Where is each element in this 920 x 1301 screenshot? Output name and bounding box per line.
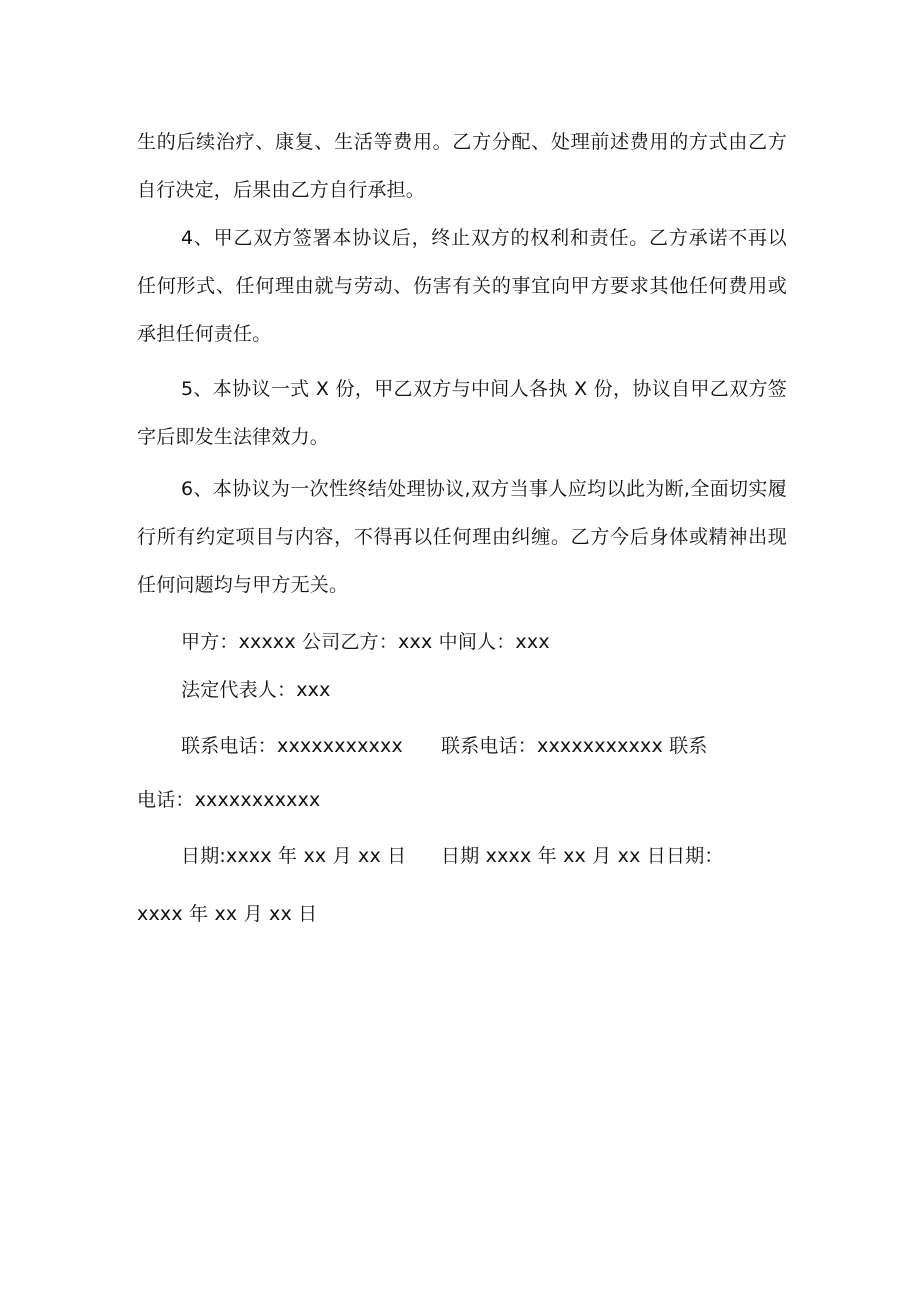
clause-6: 6、本协议为一次性终结处理协议,双方当事人应均以此为断,全面切实履行所有约定项目与内容，不得再以任何理由纠缠。乙方今后身体或精神出现任何问题均与甲方无关。 [137, 478, 787, 596]
clause-4: 4、甲乙双方签署本协议后，终止双方的权利和责任。乙方承诺不再以任何形式、任何理由就与劳动、伤害有关的事宜向甲方要求其他任何费用或承担任何责任。 [137, 227, 787, 345]
clause-5: 5、本协议一式 X 份，甲乙双方与中间人各执 X 份，协议自甲乙双方签字后即发生法律效力。 [137, 378, 787, 448]
paragraph-continuation: 生的后续治疗、康复、生活等费用。乙方分配、处理前述费用的方式由乙方自行决定，后果由乙方自行承担。 [137, 131, 787, 201]
date-party-c: xxxx 年 xx 月 xx 日 [137, 903, 318, 925]
date-party-a: 日期:xxxx 年 xx 月 xx 日 [181, 845, 407, 867]
date-party-b: 日期 xxxx 年 xx 月 xx 日日期： [441, 845, 724, 867]
phone-party-b: 联系电话：xxxxxxxxxxx 联系 [441, 735, 708, 757]
phone-party-a: 联系电话：xxxxxxxxxxx [181, 735, 403, 757]
legal-representative: 法定代表人：xxx [181, 679, 331, 701]
phone-party-c: 电话：xxxxxxxxxxx [137, 789, 321, 811]
signature-parties: 甲方：xxxxx 公司乙方：xxx 中间人：xxx [181, 631, 550, 653]
